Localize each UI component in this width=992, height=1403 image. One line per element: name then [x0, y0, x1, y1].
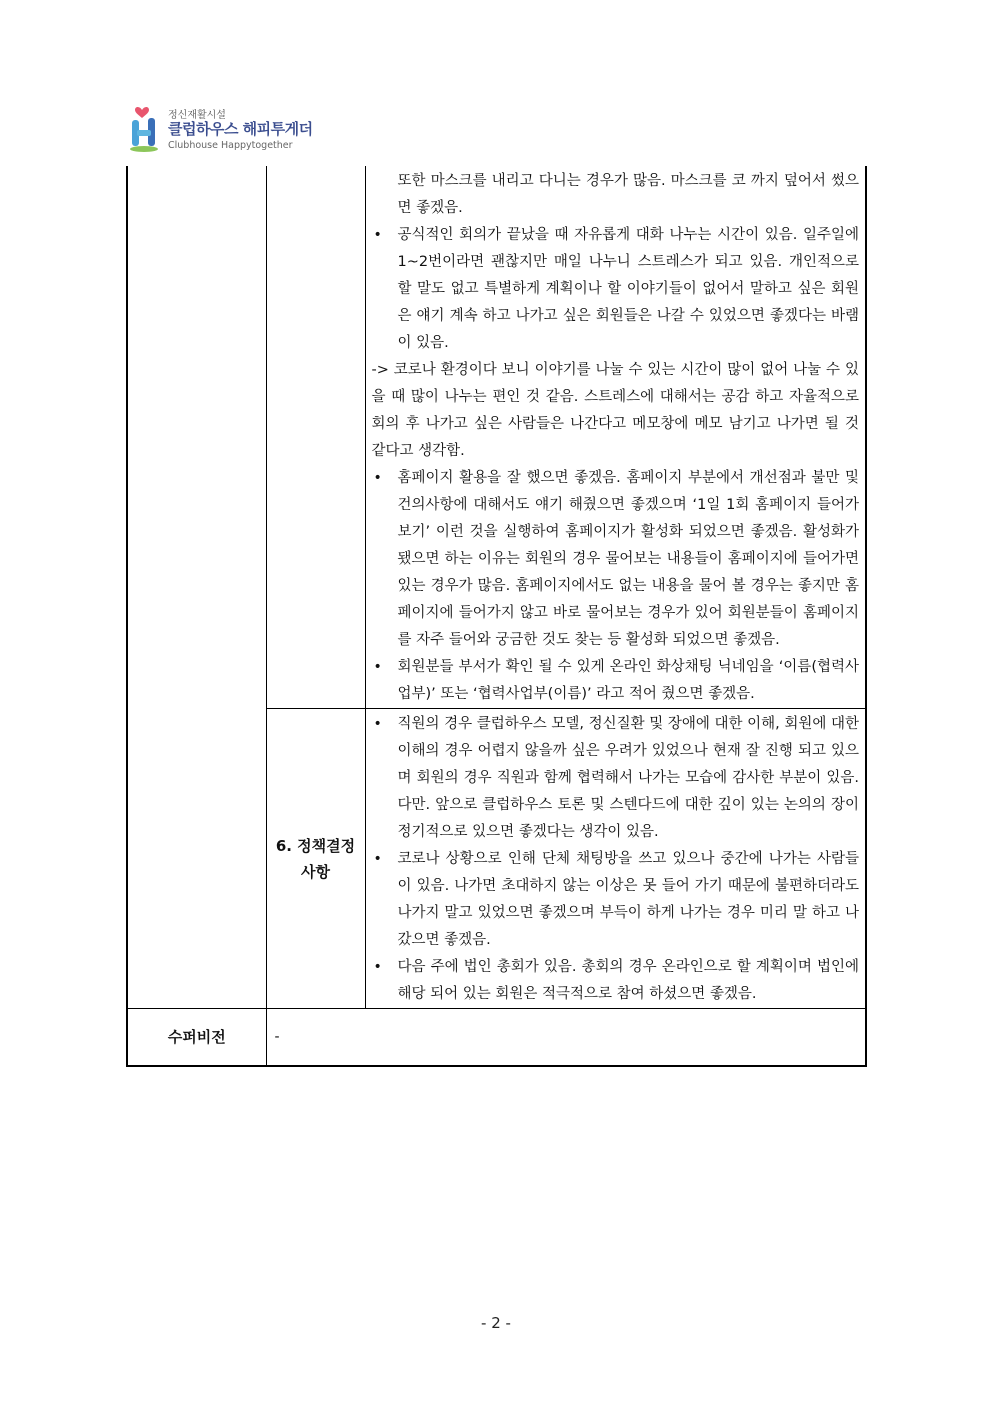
section-5-content [365, 166, 866, 709]
logo-english: Clubhouse Happytogether [168, 140, 293, 151]
minutes-table [126, 166, 867, 1067]
table-row [127, 166, 866, 709]
logo-title: 클럽하우스 해피투게더 [168, 120, 313, 138]
response-note: -> 코로나 환경이다 보니 이야기를 나눌 수 있는 시간이 많이 없어 나눌 수 있을 때 많이 나누는 편인 것 같음. 스트레스에 대해서는 공감 하고 자율적으로 회의 후 나가고 싶은 사람들은 나간다고 메모창에 메모 남기고 나가면 될 것 같다고 생각함. [371, 362, 859, 459]
supervision-label: 수퍼비전 [127, 1009, 266, 1066]
list-item: • 코로나 상황으로 인해 단체 채팅방을 쓰고 있으나 중간에 나가는 사람들이 있음. 나가면 초대하지 않는 이상은 못 들어 가기 때문에 불편하더라도 나가지 말고 있었으면 좋겠으며 부득이 하게 나가는 경우 미리 말 하고 나갔으면 좋겠음. [373, 851, 859, 948]
page-number: - 2 - [481, 1314, 511, 1332]
section-6-content [365, 709, 866, 1009]
list-item: • 다음 주에 법인 총회가 있음. 총회의 경우 온라인으로 할 계획이며 법인에 해당 되어 있는 회원은 적극적으로 참여 하셨으면 좋겠음. [373, 959, 859, 1002]
logo-subtitle: 정신재활시설 [168, 110, 226, 121]
table-row [127, 1009, 866, 1066]
list-item: • 공식적인 회의가 끝났을 때 자유롭게 대화 나누는 시간이 있음. 일주일에 1~2번이라면 괜찮지만 매일 나누니 스트레스가 되고 있음. 개인적으로 할 말도 없고 특별하게 계획이나 할 이야기들이 없어서 말하고 싶은 회원은 얘기 계속 하고 나가고 싶은 회원들은 나갈 수 있었으면 좋겠다는 바램이 있음. [373, 227, 859, 351]
supervision-value: - [266, 1009, 866, 1066]
clubhouse-logo-icon [128, 104, 164, 154]
section-6-label: 6. 정책결정 사항 [266, 709, 365, 1009]
section-5-label-cell [266, 166, 365, 709]
category-cell [127, 166, 266, 1009]
list-item: • 직원의 경우 클럽하우스 모델, 정신질환 및 장애에 대한 이해, 회원에 대한 이해의 경우 어렵지 않을까 싶은 우려가 있었으나 현재 잘 진행 되고 있으며 회원의 경우 직원과 함께 협력해서 나가는 모습에 감사한 부분이 있음. 다만. 앞으로 클럽하우스 토론 및 스텐다드에 대한 깊이 있는 논의의 장이 정기적으로 있으면 좋겠다는 생각이 있음. [373, 716, 860, 840]
list-item: • 홈페이지 활용을 잘 했으면 좋겠음. 홈페이지 부분에서 개선점과 불만 및 건의사항에 대해서도 얘기 해줬으면 좋겠으며 ‘1일 1회 홈페이지 들어가보기’ 이런 것을 실행하여 홈페이지가 활성화 되었으면 좋겠음. 활성화가 됐으면 하는 이유는 회원의 경우 물어보는 내용들이 홈페이지에 들어가면 있는 경우가 많음. 홈페이지에서도 없는 내용을 물어 볼 경우는 좋지만 홈페이지에 들어가지 않고 바로 물어보는 경우가 있어 회원분들이 홈페이지를 자주 들어와 궁금한 것도 찾는 등 활성화 되었으면 좋겠음. [373, 470, 859, 648]
continued-text: 또한 마스크를 내리고 다니는 경우가 많음. 마스크를 코 까지 덮어서 썼으면 좋겠음. [397, 173, 859, 216]
logo [128, 104, 328, 156]
list-item: • 회원분들 부서가 확인 될 수 있게 온라인 화상채팅 닉네임을 ‘이름(협력사업부)’ 또는 ‘협력사업부(이름)’ 라고 적어 줬으면 좋겠음. [373, 659, 859, 702]
